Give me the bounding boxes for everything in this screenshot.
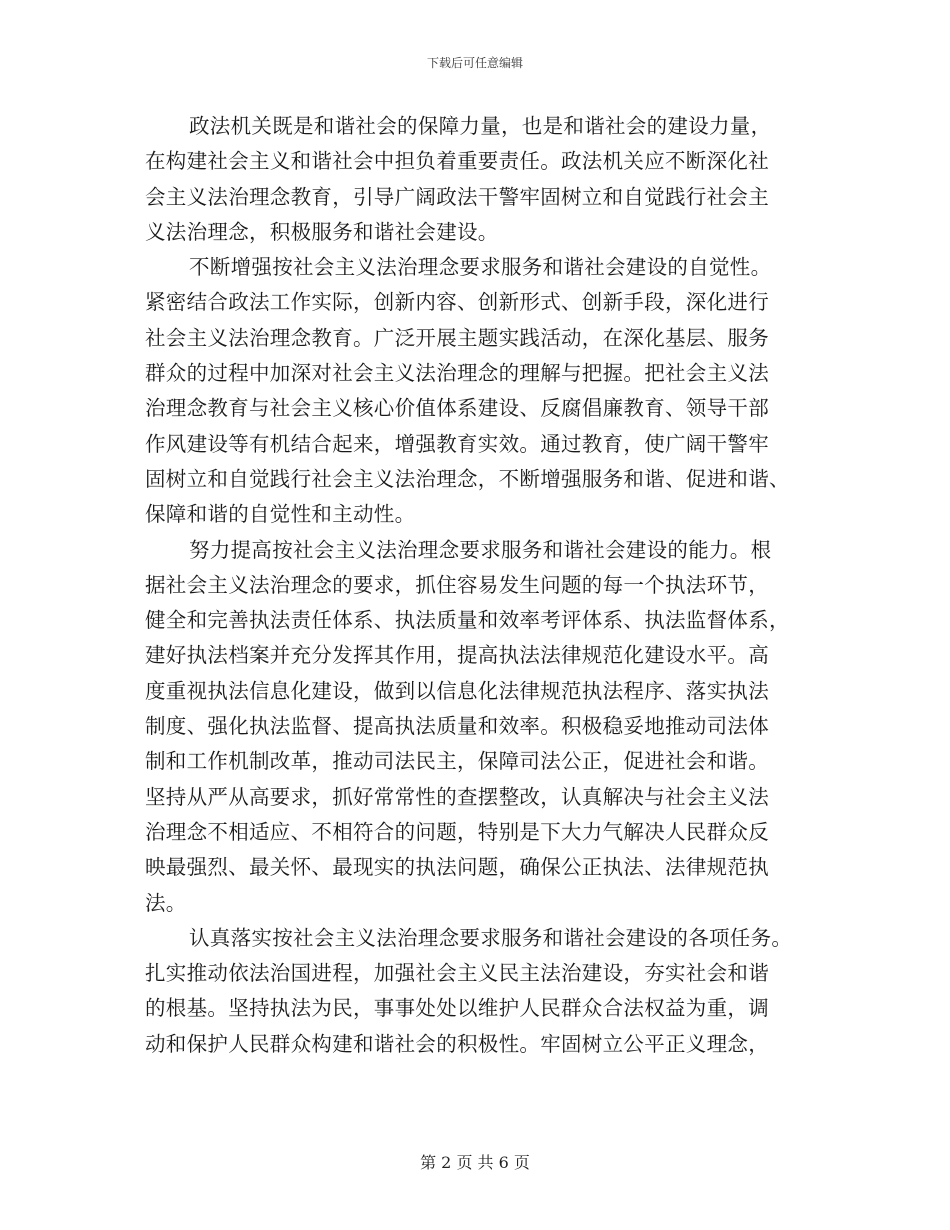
text-line: 坚持从严从高要求，抓好常常性的查摆整改，认真解决与社会主义法 bbox=[145, 784, 769, 809]
text-line: 法。 bbox=[145, 890, 187, 915]
text-line: 动和保护人民群众构建和谐社会的积极性。牢固树立公平正义理念， bbox=[145, 1031, 769, 1056]
paragraph bbox=[145, 921, 805, 1062]
text-line: 保障和谐的自觉性和主动性。 bbox=[145, 502, 416, 527]
text-line: 扎实推动依法治国进程，加强社会主义民主法治建设，夯实社会和谐 bbox=[145, 961, 769, 986]
page-footer: 第 2 页 共 6 页 bbox=[420, 1153, 530, 1172]
text-line: 制度、强化执法监督、提高执法质量和效率。积极稳妥地推动司法体 bbox=[145, 714, 769, 739]
text-line: 社会主义法治理念教育。广泛开展主题实践活动，在深化基层、服务 bbox=[145, 325, 769, 350]
paragraph bbox=[145, 109, 805, 250]
paragraph bbox=[145, 533, 805, 921]
text-line: 认真落实按社会主义法治理念要求服务和谐社会建设的各项任务。 bbox=[189, 925, 793, 950]
text-line: 据社会主义法治理念的要求，抓住容易发生问题的每一个执法环节， bbox=[145, 572, 769, 597]
text-line: 健全和完善执法责任体系、执法质量和效率考评体系、执法监督体系， bbox=[145, 608, 790, 633]
document-body bbox=[145, 109, 805, 1062]
text-line: 会主义法治理念教育，引导广阔政法干警牢固树立和自觉践行社会主 bbox=[145, 184, 769, 209]
text-line: 治理念教育与社会主义核心价值体系建设、反腐倡廉教育、领导干部 bbox=[145, 396, 769, 421]
text-line: 度重视执法信息化建设，做到以信息化法律规范执法程序、落实执法 bbox=[145, 678, 769, 703]
text-line: 治理念不相适应、不相符合的问题，特别是下大力气解决人民群众反 bbox=[145, 819, 769, 844]
page-header: 下载后可任意编辑 bbox=[426, 56, 523, 70]
text-line: 作风建设等有机结合起来，增强教育实效。通过教育，使广阔干警牢 bbox=[145, 431, 769, 456]
text-line: 固树立和自觉践行社会主义法治理念，不断增强服务和谐、促进和谐、 bbox=[145, 466, 790, 491]
text-line: 努力提高按社会主义法治理念要求服务和谐社会建设的能力。根 bbox=[189, 537, 772, 562]
paragraph bbox=[145, 250, 805, 532]
text-line: 群众的过程中加深对社会主义法治理念的理解与把握。把社会主义法 bbox=[145, 361, 769, 386]
text-line: 紧密结合政法工作实际，创新内容、创新形式、创新手段，深化进行 bbox=[145, 290, 769, 315]
text-line: 不断增强按社会主义法治理念要求服务和谐社会建设的自觉性。 bbox=[189, 255, 772, 280]
text-line: 建好执法档案并充分发挥其作用，提高执法法律规范化建设水平。高 bbox=[145, 643, 769, 668]
text-line: 制和工作机制改革，推动司法民主，保障司法公正，促进社会和谐。 bbox=[145, 749, 769, 774]
text-line: 政法机关既是和谐社会的保障力量，也是和谐社会的建设力量， bbox=[189, 114, 772, 138]
text-line: 义法治理念，积极服务和谐社会建设。 bbox=[145, 219, 499, 244]
text-line: 映最强烈、最关怀、最现实的执法问题，确保公正执法、法律规范执 bbox=[145, 855, 769, 880]
text-line: 在构建社会主义和谐社会中担负着重要责任。政法机关应不断深化社 bbox=[145, 149, 769, 174]
text-line: 的根基。坚持执法为民，事事处处以维护人民群众合法权益为重，调 bbox=[145, 996, 769, 1021]
